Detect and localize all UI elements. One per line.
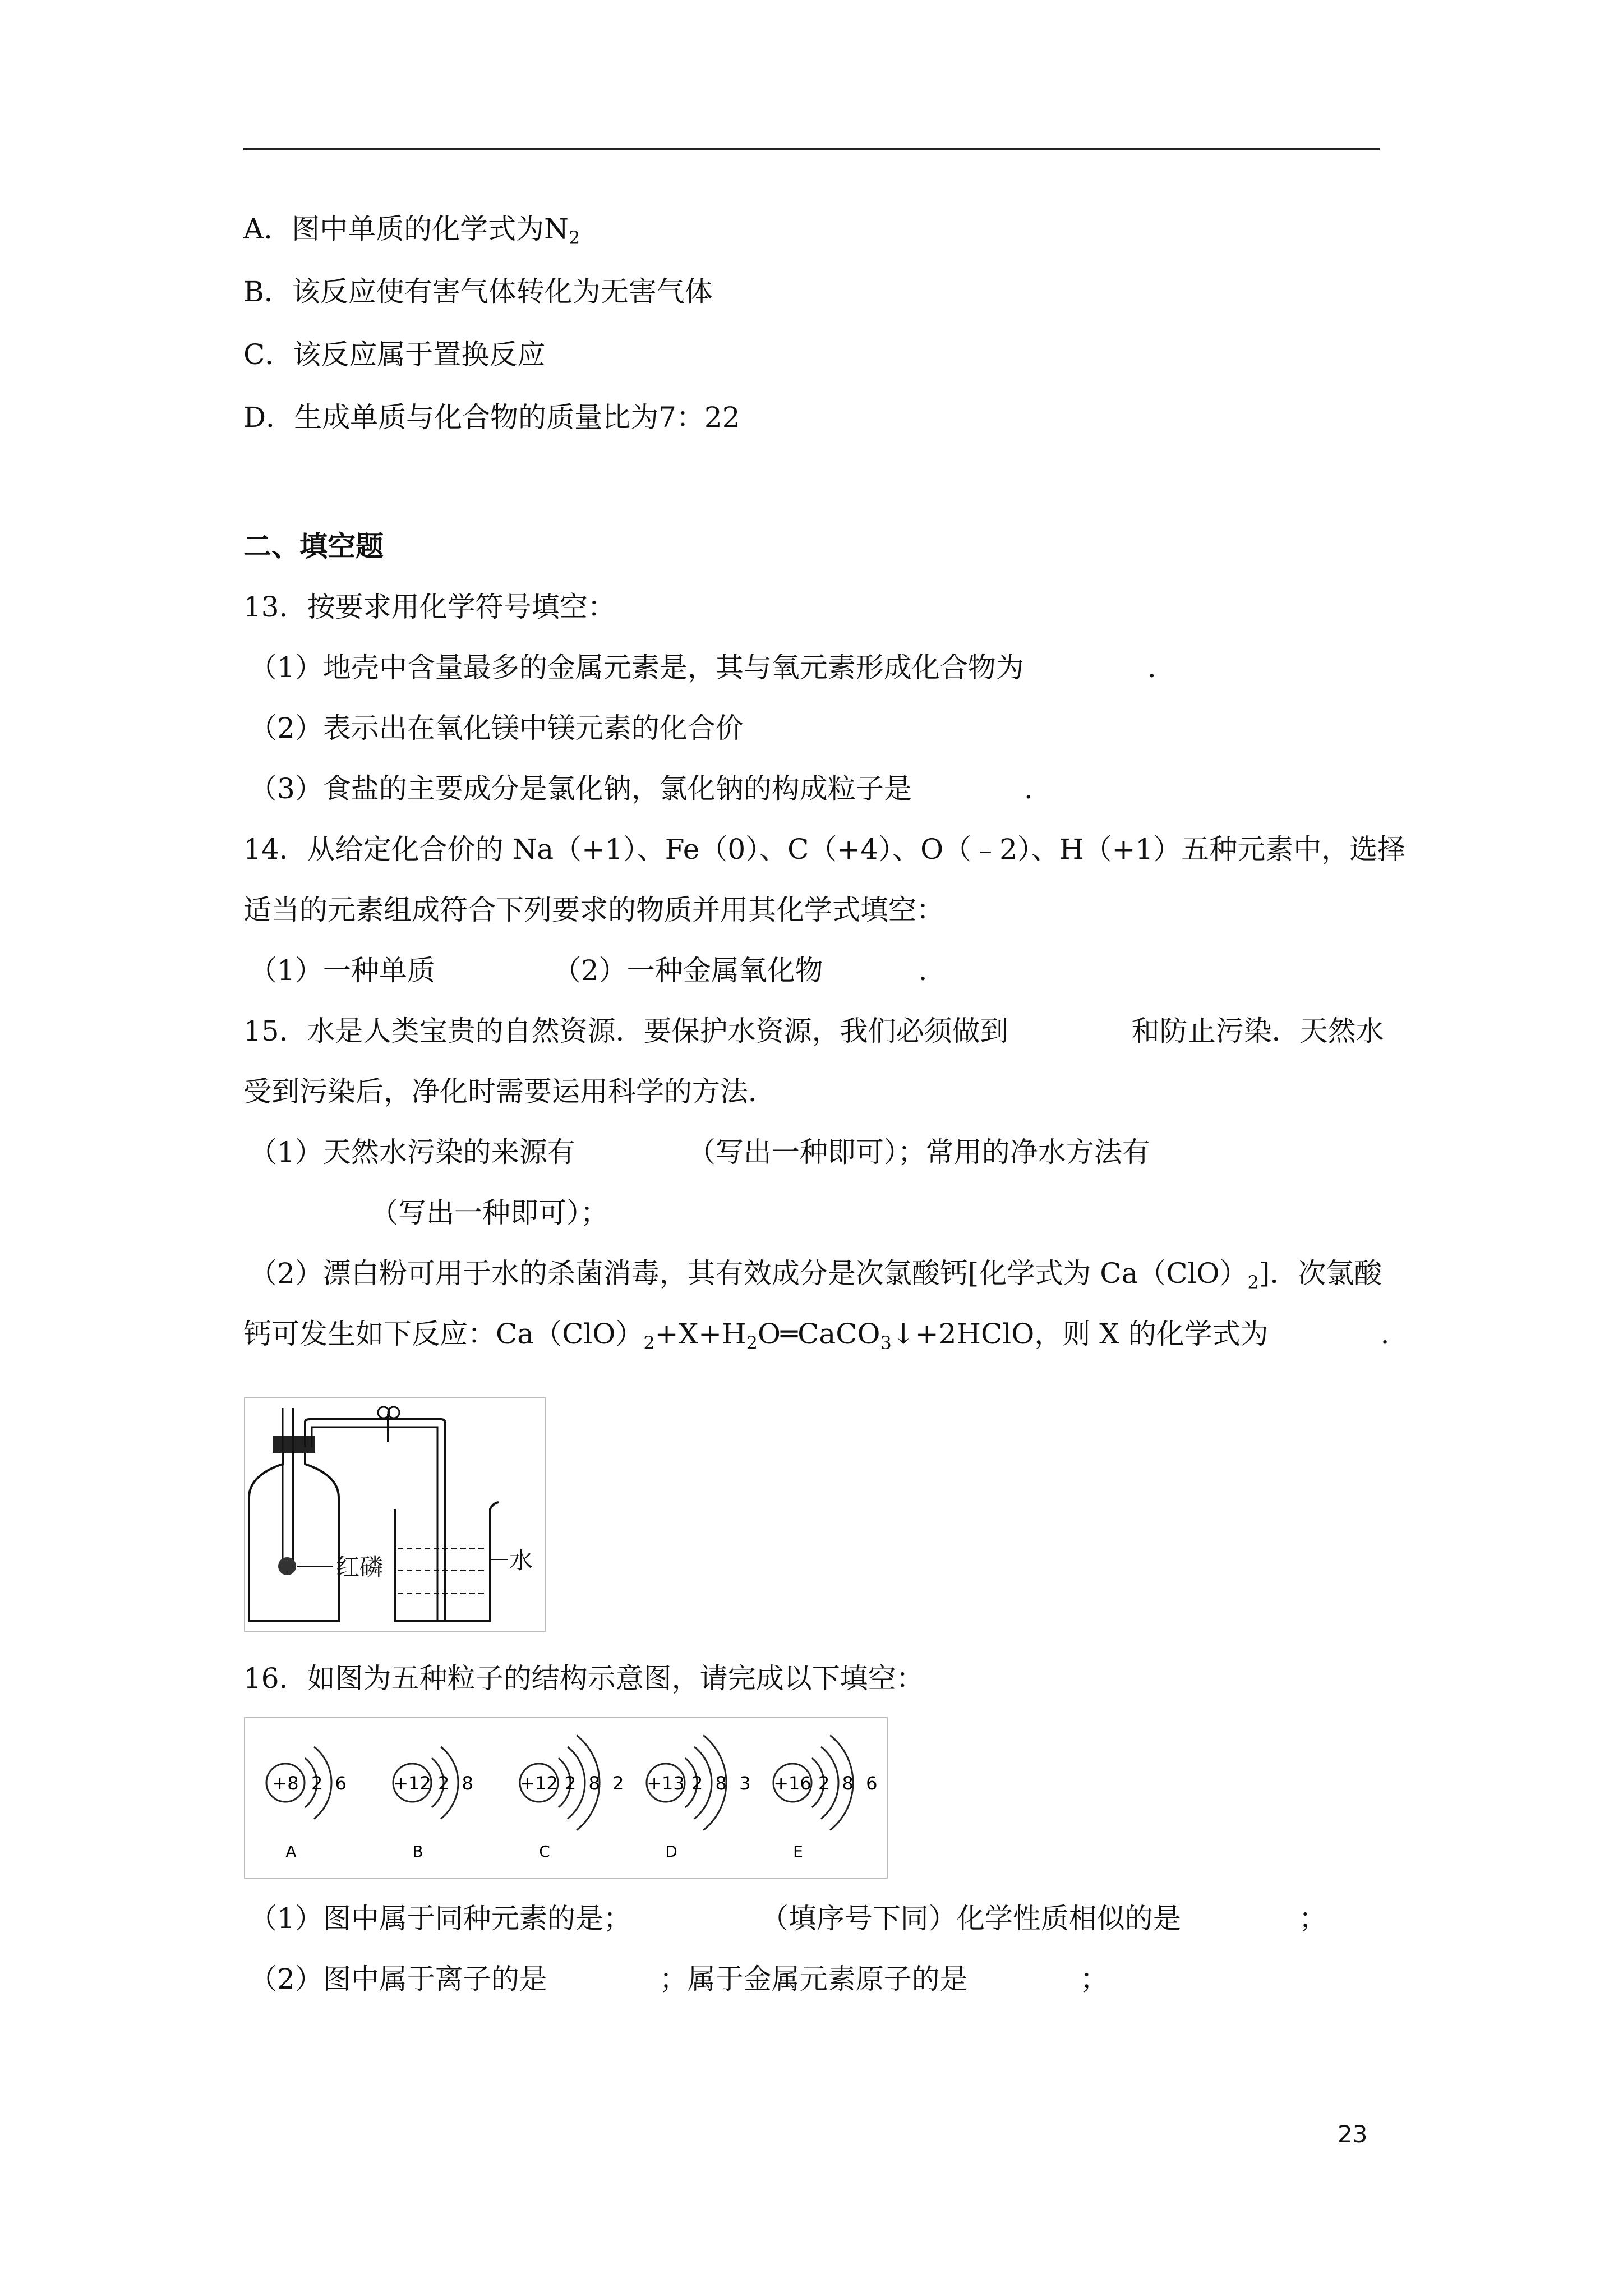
atom-letter: D: [665, 1842, 677, 1861]
atomic-structure-figure: [243, 1717, 888, 1879]
option-d: D．生成单质与化合物的质量比为7：22: [243, 401, 740, 434]
q13-part1: （1）地壳中含量最多的金属元素是，其与氧元素形成化合物为 .: [249, 651, 1156, 684]
q16-stem: 16．如图为五种粒子的结构示意图，请完成以下填空：: [243, 1662, 924, 1695]
label-water: 水: [509, 1547, 533, 1574]
q13-stem: 13．按要求用化学符号填空：: [243, 591, 616, 623]
nucleus-charge: +13: [647, 1773, 685, 1794]
option-b: B．该反应使有害气体转化为无害气体: [243, 275, 713, 308]
q15-line1: 15．水是人类宝贵的自然资源．要保护水资源，我们必须做到 和防止污染．天然水: [243, 1015, 1384, 1047]
q16-part2: （2）图中属于离子的是 ；属于金属元素原子的是 ；: [249, 1963, 1108, 1995]
atom-diagram-b: [393, 1747, 477, 1861]
option-a: A．图中单质的化学式为$N_2$: [243, 213, 580, 249]
q14-line2: 适当的元素组成符合下列要求的物质并用其化学式填空：: [243, 894, 944, 926]
q14-parts: （1）一种单质 （2）一种金属氧化物 .: [249, 954, 928, 987]
atom-diagram-a: [266, 1747, 350, 1861]
q15-part1-cont: （写出一种即可）；: [370, 1197, 608, 1229]
option-c: C．该反应属于置换反应: [243, 338, 546, 371]
q15-part1: （1）天然水污染的来源有 （写出一种即可）；常用的净水方法有: [249, 1136, 1150, 1168]
section-title: 二、填空题: [243, 530, 384, 563]
atom-letter: E: [793, 1842, 803, 1861]
electron-counts: 2 6: [311, 1773, 350, 1794]
electron-counts: 2 8 6: [818, 1773, 881, 1794]
q13-part3: （3）食盐的主要成分是氯化钠，氯化钠的构成粒子是 .: [249, 772, 1033, 805]
electron-counts: 2 8: [438, 1773, 477, 1794]
nucleus-charge: +12: [393, 1773, 431, 1794]
q15-part2-line2: 钙可发生如下反应：$Ca(ClO)_2+X+H_2O═CaCO_3↓+2HClO$，则 X 的化学式为 .: [243, 1318, 1390, 1354]
atom-diagram-e: [773, 1735, 880, 1861]
atom-diagram-d: [647, 1735, 754, 1861]
phosphorus-apparatus-figure: [243, 1397, 546, 1632]
atom-letter: A: [285, 1842, 297, 1861]
header-rule: [243, 148, 1380, 150]
atom-letter: B: [412, 1842, 423, 1861]
atom-letter: C: [539, 1842, 550, 1861]
atom-diagram-c: [520, 1735, 627, 1861]
nucleus-charge: +12: [520, 1773, 558, 1794]
electron-counts: 2 8 3: [691, 1773, 754, 1794]
electron-counts: 2 8 2: [565, 1773, 628, 1794]
q15-line2: 受到污染后，净化时需要运用科学的方法．: [243, 1075, 776, 1108]
label-red-phosphorus: 红磷: [336, 1553, 384, 1581]
q15-part2-line1: （2）漂白粉可用于水的杀菌消毒，其有效成分是次氯酸钙[化学式为 $Ca(ClO)_2$]．次氯酸: [249, 1257, 1382, 1293]
nucleus-charge: +16: [773, 1773, 811, 1794]
q13-part2: （2）表示出在氧化镁中镁元素的化合价: [249, 712, 744, 744]
q14-line1: 14．从给定化合价的 Na（+1）、Fe（0）、C（+4）、O（﹣2）、H（+1）五种元素中，选择: [243, 833, 1406, 866]
nucleus-charge: +8: [272, 1773, 299, 1794]
q16-part1: （1）图中属于同种元素的是； （填序号下同）化学性质相似的是 ；: [249, 1902, 1327, 1935]
page-number: 23: [1338, 2120, 1368, 2148]
